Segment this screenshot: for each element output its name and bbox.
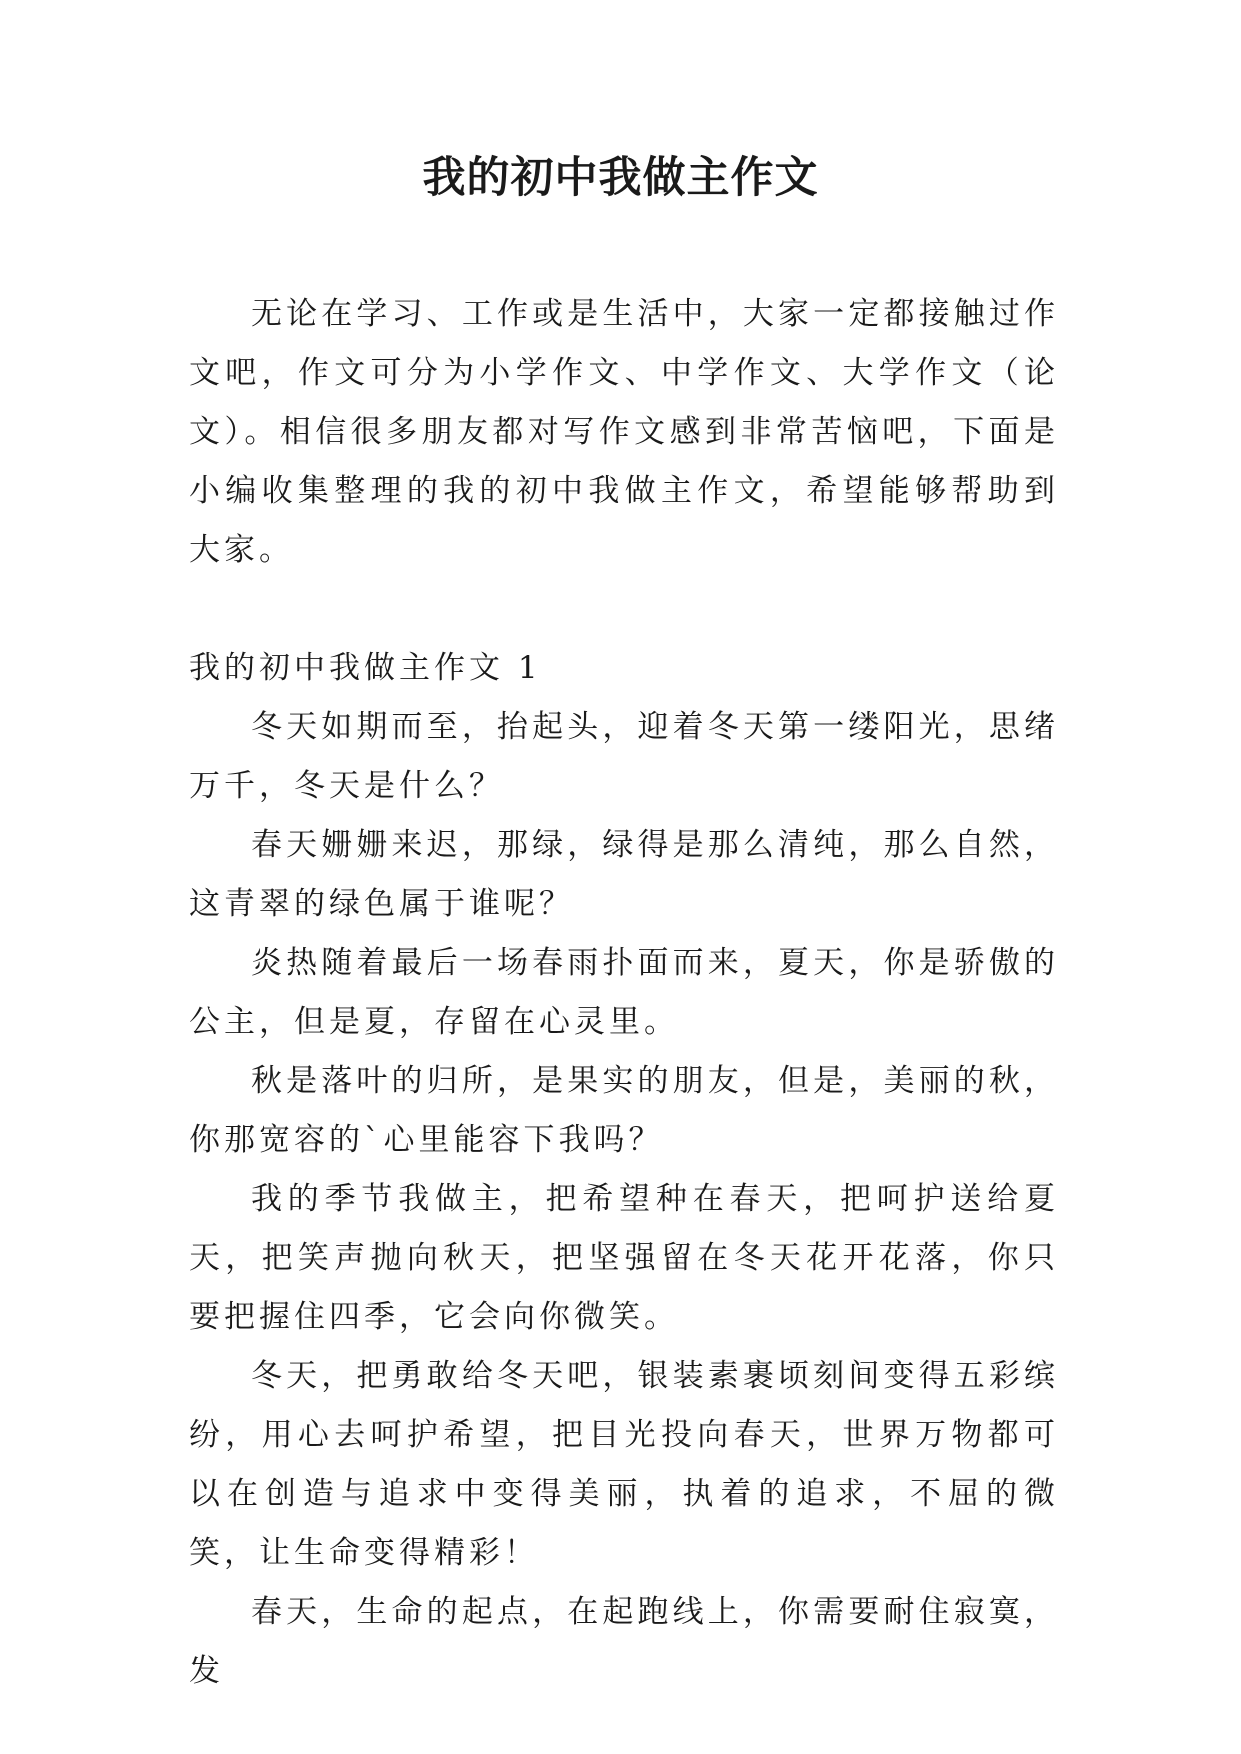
document-title: 我的初中我做主作文 (422, 153, 819, 203)
section-heading: 我的初中我做主作文 1 (189, 650, 542, 686)
document-body (189, 285, 1059, 1701)
body-paragraph: 炎热随着最后一场春雨扑面而来，夏天，你是骄傲的公主，但是夏，存留在心灵里。 (189, 945, 1059, 1040)
intro-paragraph: 无论在学习、工作或是生活中，大家一定都接触过作文吧，作文可分为小学作文、中学作文、大学作文（论文）。相信很多朋友都对写作文感到非常苦恼吧，下面是小编收集整理的我的初中我做主作文，希望能够帮助到大家。 (189, 296, 1059, 568)
body-paragraph: 春天，生命的起点，在起跑线上，你需要耐住寂寞，发 (189, 1594, 1059, 1689)
body-paragraph: 冬天如期而至，抬起头，迎着冬天第一缕阳光，思绪万千，冬天是什么？ (189, 709, 1059, 804)
body-paragraph: 我的季节我做主，把希望种在春天，把呵护送给夏天，把笑声抛向秋天，把坚强留在冬天花开花落，你只要把握住四季，它会向你微笑。 (189, 1181, 1059, 1335)
body-paragraph: 秋是落叶的归所，是果实的朋友，但是，美丽的秋，你那宽容的`心里能容下我吗？ (189, 1063, 1059, 1158)
body-paragraph: 冬天，把勇敢给冬天吧，银装素裹顷刻间变得五彩缤纷，用心去呵护希望，把目光投向春天，世界万物都可以在创造与追求中变得美丽，执着的追求，不屈的微笑，让生命变得精彩！ (189, 1358, 1059, 1571)
body-paragraph: 春天姗姗来迟，那绿，绿得是那么清纯，那么自然，这青翠的绿色属于谁呢？ (189, 827, 1059, 922)
